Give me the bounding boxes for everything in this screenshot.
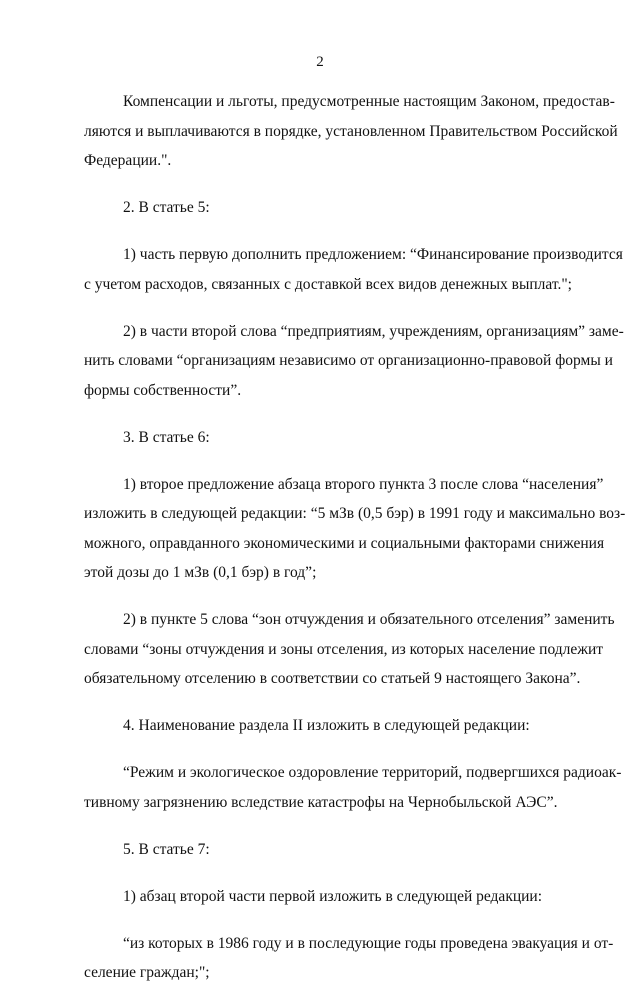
paragraph-gap	[84, 588, 591, 606]
text-line: нить словами “организациям независимо от организационно-правовой формы и	[84, 352, 613, 369]
paragraph	[84, 929, 614, 988]
text-line: “из которых в 1986 году и в последующие годы проведена эвакуация и от-	[123, 934, 614, 952]
paragraph	[84, 423, 591, 453]
text-line: с учетом расходов, связанных с доставкой всех видов денежных выплат.";	[84, 275, 572, 293]
paragraph	[84, 193, 591, 223]
text-line: 4. Наименование раздела II изложить в следующей редакции:	[123, 717, 530, 734]
paragraph	[84, 758, 622, 817]
paragraph-gap	[84, 817, 591, 835]
paragraph-gap	[84, 452, 591, 470]
text-line: Компенсации и льготы, предусмотренные настоящим Законом, предостав-	[123, 93, 615, 110]
text-line: 3. В статье 6:	[123, 428, 210, 446]
text-line: 1) второе предложение абзаца второго пункта 3 после слова “населения”	[123, 475, 604, 493]
paragraph-gap	[84, 741, 591, 759]
paragraph	[84, 317, 624, 406]
text-line: обязательному отселению в соответствии со статьей 9 настоящего Закона”.	[84, 670, 581, 687]
text-line: формы собственности”.	[84, 381, 242, 399]
text-line: селение граждан;";	[84, 964, 210, 981]
text-line: ляются и выплачиваются в порядке, установленном Правительством Российской	[84, 122, 618, 140]
text-line: 5. В статье 7:	[123, 840, 210, 858]
paragraph-gap	[84, 864, 591, 882]
text-line: тивному загрязнению вследствие катастрофы на Чернобыльской АЭС”.	[84, 793, 558, 811]
paragraph-gap	[84, 299, 591, 317]
text-line: 1) часть первую дополнить предложением: “Финансирование производится	[123, 246, 623, 263]
paragraph	[84, 835, 591, 865]
paragraph	[84, 605, 615, 694]
text-line: 1) абзац второй части первой изложить в следующей редакции:	[123, 887, 543, 905]
text-line: 2) в пункте 5 слова “зон отчуждения и обязательного отселения” заменить	[123, 611, 615, 628]
page-number: 2	[316, 54, 324, 70]
text-line: 2) в части второй слова “предприятиям, учреждениям, организациям” заме-	[123, 322, 624, 340]
paragraph	[84, 711, 591, 741]
text-line: этой дозы до 1 мЗв (0,1 бэр) в год”;	[84, 564, 317, 581]
paragraph-gap	[84, 694, 591, 712]
text-line: словами “зоны отчуждения и зоны отселения, из которых население подлежит	[84, 640, 604, 658]
text-line: можного, оправданного экономическими и социальными факторами снижения	[84, 534, 605, 552]
paragraph	[84, 882, 591, 912]
text-line: изложить в следующей редакции: “5 мЗв (0,5 бэр) в 1991 году и максимально воз-	[84, 505, 626, 522]
text-line: “Режим и экологическое оздоровление территорий, подвергшихся радиоак-	[123, 764, 622, 781]
text-line: 2. В статье 5:	[123, 199, 210, 216]
document-body	[84, 87, 626, 988]
paragraph	[84, 87, 618, 176]
paragraph	[84, 240, 623, 299]
paragraph-gap	[84, 176, 591, 194]
paragraph	[84, 470, 626, 588]
text-line: Федерации.".	[84, 152, 172, 169]
paragraph-gap	[84, 223, 591, 241]
paragraph-gap	[84, 405, 591, 423]
paragraph-gap	[84, 911, 591, 929]
